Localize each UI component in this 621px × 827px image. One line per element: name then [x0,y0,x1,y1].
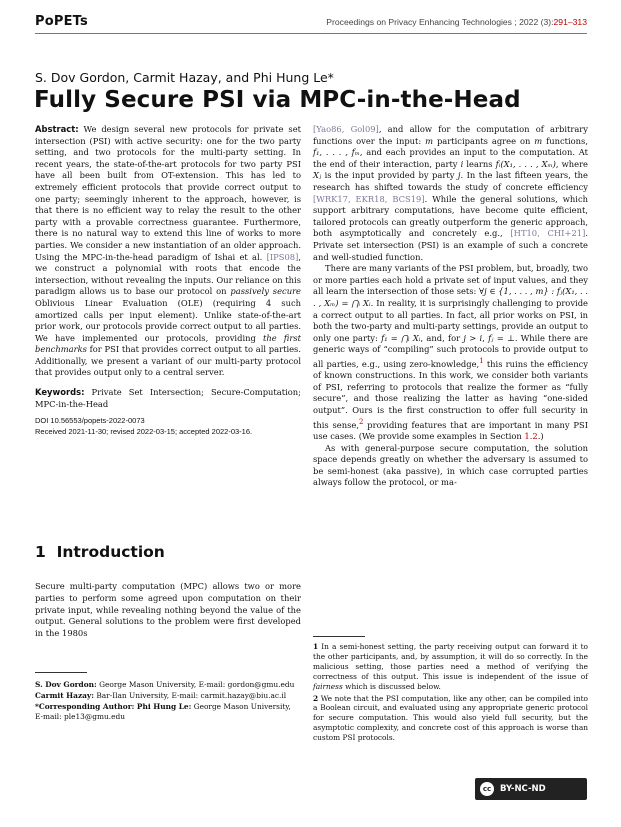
body-text: . In the last fifteen years, the research has shifted towards the study of concrete efficiency [313,170,588,192]
footnote-rule [313,636,365,637]
footnotes [313,642,588,745]
cc-license-badge[interactable] [475,778,587,800]
affiliation-item [35,702,301,722]
keywords [35,387,301,410]
abstract-text: for PSI that provides correct output to all parties. Additionally, we present a variant of our multi-party protocol that provides output only to a central server. [35,344,301,378]
body-text: . Private set intersection (PSI) is an example of such a concrete and well-studied function. [313,228,588,262]
math: j > i [463,332,483,343]
section-heading [35,543,165,561]
affiliation-name: *Corresponding Author: Phi Hung Le: [35,701,192,711]
keywords-label: Keywords: [35,387,85,398]
footnote [313,642,588,692]
footnote-ref[interactable]: 2 [358,417,364,426]
abstract-text: Oblivious Linear Evaluation (OLE) (requiring 4 such amortized calls per input element). Unlike state-of-the-art prior work, our protocols provide correct output to all parties. We have implemented our protocols, providing [35,297,301,343]
math: Xⱼ [313,170,322,181]
body-text: .) [537,431,544,441]
math: m [534,135,543,146]
body-text: is the input provided by party [321,170,458,181]
intro-paragraph: Secure multi-party computation (MPC) allows two or more parties to perform some agreed upon computation on their private input, while revealing nothing beyond the value of the output. General solutions to the problem were first developed in the 1980s [35,581,301,638]
page-range-link[interactable]: 291–313 [553,17,587,27]
body-text: , and, for [420,332,464,343]
abstract-text: We design several new protocols for private set intersection (PSI) with active security: one for the two party setting, and two protocols for the multi-party setting. In recent years, the state-of-the-art protocols for two party PSI have all been built from OT-extension. This has led to extremely efficient protocols that provide correct output to one party; seemingly inherent to the approach, however, is that there is no efficient way to relay the result to the other party with a provable correctness guarantee. Furthermore, there is no natural way to extend this line of works to more parties. We consider a new instantiation of an older approach. Using the MPC-in-the-head paradigm of Ishai et al. [35,124,302,262]
body-text: . In reality, it is surprisingly challenging to provide a correct output to all parties. In fact, all prior works on PSI, in both the two-party and multi-party settings, provide an output to only one party: [313,297,588,343]
footnote [313,694,588,744]
body-text: , [482,332,489,343]
proceedings-text: Proceedings on Privacy Enhancing Technologies ; 2022 (3): [326,17,554,27]
body-paragraph [313,124,588,263]
body-text: this ruins the efficiency of known constructions. In this work, we consider both variants of PSI, referring to protocols that realize the former as “fully secure”, and those realizing the latter as having “one-sided output”. Ours is the first construction to offer full security in this sense, [313,358,588,430]
math: j [457,170,461,181]
cc-icon: cc [480,782,494,796]
affiliation-item [35,691,301,701]
affiliation-rule [35,672,87,673]
footnote-text: which is discussed below. [342,681,441,691]
publication-meta [35,416,301,437]
section-number: 1 [35,543,46,561]
footnote-emphasis: fairness [313,681,343,691]
body-text: , and each provides an input to the computation. At the end of their interaction, party [313,147,588,169]
math: f₁, . . . , fₘ [313,147,360,158]
proceedings-header [326,17,587,27]
affiliations [35,680,301,723]
footnote-text: We note that the PSI computation, like any other, can be compiled into a Boolean circuit, and evaluated using any appropriate generic protocol for secure computation. This would also yield full security, but the asymptotic complexity, and concrete cost of this approach is worse than custom PSI protocols. [313,693,588,743]
keywords-text: Private Set Intersection; Secure-Computation; MPC-in-the-Head [35,387,301,409]
section-title: Introduction [56,543,165,561]
received-dates: Received 2021-11-30; revised 2022-03-15; accepted 2022-03-16. [35,426,253,436]
abstract-label: Abstract: [35,124,79,134]
body-text: functions, [542,135,588,146]
affiliation-name: S. Dov Gordon: [35,680,97,689]
license-text: BY-NC-ND [500,784,546,794]
affiliation-text: George Mason University, E-mail: ple13@gmu.edu [35,701,291,721]
body-text: participants agree on [433,135,535,146]
left-column [35,124,301,437]
math: f₁ = ⋂ᵢ Xᵢ [381,332,421,343]
body-text: . While there are generic ways of “compiling” such protocols to provide output to all parties, e.g., using zero-knowledge, [313,332,588,369]
body-text: , where [555,158,588,169]
affiliation-name: Carmit Hazay: [35,690,94,700]
citation-link[interactable]: [WRK17, EKR18, BCS19] [313,193,425,204]
body-paragraph [313,263,588,442]
journal-name: PoPETs [35,14,88,29]
paper-title: Fully Secure PSI via MPC-in-the-Head [34,87,521,113]
math: fⱼ = ⊥ [488,332,515,343]
math: m [425,135,434,146]
abstract [35,124,301,379]
body-paragraph: As with general-purpose secure computation, the solution space depends greatly on whether the adversary is assumed to be semi-honest (aka passive), in which case corrupted parties always follow the protocol, or ma- [313,442,588,488]
abstract-emphasis: the first benchmarks [35,332,301,355]
body-text: , and allow for the computation of arbitrary functions over the input: [313,124,589,146]
citation-link[interactable]: [Yao86, Gol09] [313,124,379,134]
math: ∀j ∈ {1, . . . , m} : fⱼ(X₁, . . . , Xₘ) = ⋂ᵢ Xᵢ [313,286,588,308]
citation-link[interactable]: [IPS08] [266,251,299,262]
footnote-number: 2 [313,693,319,703]
affiliation-item [35,680,301,690]
math: fᵢ(X₁, . . . , Xₘ) [495,158,556,169]
math: i [460,158,464,169]
affiliation-text: Bar-Ilan University, E-mail: carmit.hazay@biu.ac.il [96,690,287,700]
doi[interactable]: DOI 10.56553/popets-2022-0073 [35,416,145,426]
body-text: learns [463,158,496,169]
affiliation-text: George Mason University, E-mail: gordon@gmu.edu [99,680,295,689]
abstract-text: , we construct a polynomial with roots that encode the intersection, without revealing the inputs. Our reliance on this paradigm allows us to base our protocol on [35,251,301,297]
footnote-text: In a semi-honest setting, the party receiving output can forward it to the other participants, and, by assumption, it will do so correctly. In the malicious setting, those parties need a method of verifying the correctness of this output. This issue is independent of the issue of [313,642,588,681]
footnote-ref[interactable]: 1 [479,356,484,365]
right-column [313,124,588,489]
author-list: S. Dov Gordon, Carmit Hazay, and Phi Hung Le* [35,70,334,85]
section-ref-link[interactable]: 1.2 [524,431,538,441]
header-rule [35,33,587,34]
body-text: . While the general solutions, which support arbitrary computations, have become quite efficient, tailored protocols can greatly outperform the generic approach, both asymptotically and concretely e.g., [313,193,588,239]
citation-link[interactable]: [HT10, CHI+21] [510,228,586,239]
body-text: providing features that are important in many PSI use cases. (We provide some examples in Section [313,419,589,441]
footnote-number: 1 [313,642,319,651]
abstract-emphasis: passively secure [230,286,301,297]
body-text: There are many variants of the PSI problem, but, broadly, two or more parties each hold a private set of input values, and they all learn the intersection of those sets: [313,263,588,297]
